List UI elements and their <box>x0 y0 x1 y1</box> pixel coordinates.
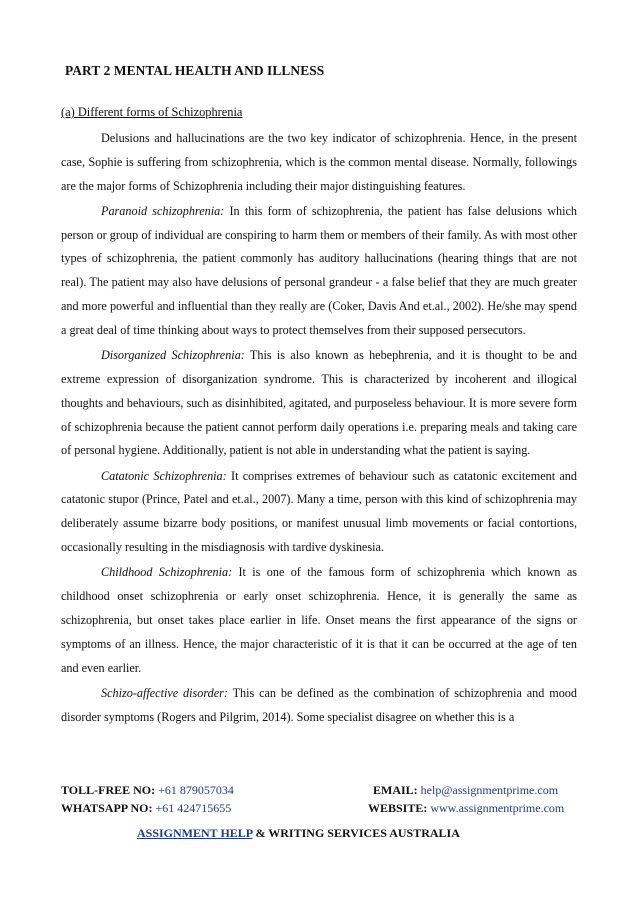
page-heading: PART 2 MENTAL HEALTH AND ILLNESS <box>65 63 325 78</box>
footer-toll-free <box>61 783 234 798</box>
term-disorganized: Disorganized Schizophrenia: <box>101 348 245 363</box>
footer-whatsapp <box>61 801 231 816</box>
website-label: WEBSITE: <box>368 801 428 815</box>
text-paranoid: In this form of schizophrenia, the patient has false delusions which person or group of individual are conspiring to harm them or members of their family. As with most other types of schizophrenia, the patient commonly has auditory hallucinations (hearing things that are not real). The patient may also have delusions of personal grandeur - a false belief that they are much greater and more powerful and influential than they really are (Coker, Davis And et.al., 2002). He/she may spend a great deal of time thinking about ways to protect themselves from their supposed persecutors. <box>61 203 577 337</box>
paragraph-childhood <box>61 561 577 680</box>
footer-website <box>368 801 564 816</box>
text-catatonic: It comprises extremes of behaviour such as catatonic excitement and catatonic stupor (Prince, Patel and et.al., 2007). Many a time, person with this kind of schizophrenia may deliberately assume bizarre body positions, or manifest unusual limb movements or facial contortions, occasionally resulting in the misdiagnosis with tardive dyskinesia. <box>61 468 577 555</box>
paragraph-disorganized <box>61 344 577 463</box>
body-text <box>61 127 577 782</box>
term-schizoaffective: Schizo-affective disorder: <box>101 685 228 700</box>
paragraph-schizoaffective <box>61 682 577 730</box>
whatsapp-label: WHATSAPP NO: <box>61 801 153 815</box>
assignment-help-link[interactable]: ASSIGNMENT HELP <box>137 826 253 840</box>
text-disorganized: This is also known as hebephrenia, and it is thought to be and extreme expression of disorganization syndrome. This is characterized by incoherent and illogical thoughts and behaviours, such as disinhibited, agitated, and purposeless behaviour. It is more severe form of schizophrenia because the patient cannot perform daily operations i.e. preparing meals and taking care of personal hygiene. Additionally, patient is not able in understanding what the patient is saying. <box>61 348 577 458</box>
text-childhood: It is one of the famous form of schizophrenia which known as childhood onset schizophrenia or early onset schizophrenia. Hence, it is generally the same as schizophrenia, but onset takes place earlier in life. Onset means the first appearance of the signs or symptoms of an illness. Hence, the major characteristic of it is that it can be occurred at the age of ten and even earlier. <box>61 565 577 675</box>
text-schizoaffective: This can be defined as the combination of schizophrenia and mood disorder symptoms (Rogers and Pilgrim, 2014). Some specialist disagree on whether this is a <box>61 685 577 724</box>
tagline-rest: & WRITING SERVICES AUSTRALIA <box>252 826 460 840</box>
whatsapp-number[interactable]: +61 424715655 <box>155 801 232 815</box>
footer-email <box>373 783 558 798</box>
term-catatonic: Catatonic Schizophrenia: <box>101 468 227 483</box>
paragraph-paranoid <box>61 200 577 343</box>
footer-tagline <box>137 826 460 841</box>
section-subheading: (a) Different forms of Schizophrenia <box>61 105 243 119</box>
term-childhood: Childhood Schizophrenia: <box>101 565 233 580</box>
toll-label: TOLL-FREE NO: <box>61 783 156 797</box>
website-link[interactable]: www.assignmentprime.com <box>430 801 565 815</box>
term-paranoid: Paranoid schizophrenia: <box>101 203 225 218</box>
toll-number[interactable]: +61 879057034 <box>158 783 234 797</box>
email-link[interactable]: help@assignmentprime.com <box>420 783 559 797</box>
email-label: EMAIL: <box>373 783 418 797</box>
paragraph-catatonic <box>61 465 577 560</box>
intro-paragraph: Delusions and hallucinations are the two key indicator of schizophrenia. Hence, in the present case, Sophie is suffering from schizophrenia, which is the common mental disease. Normally, followings are the major forms of Schizophrenia including their major distinguishing features. <box>61 131 577 193</box>
